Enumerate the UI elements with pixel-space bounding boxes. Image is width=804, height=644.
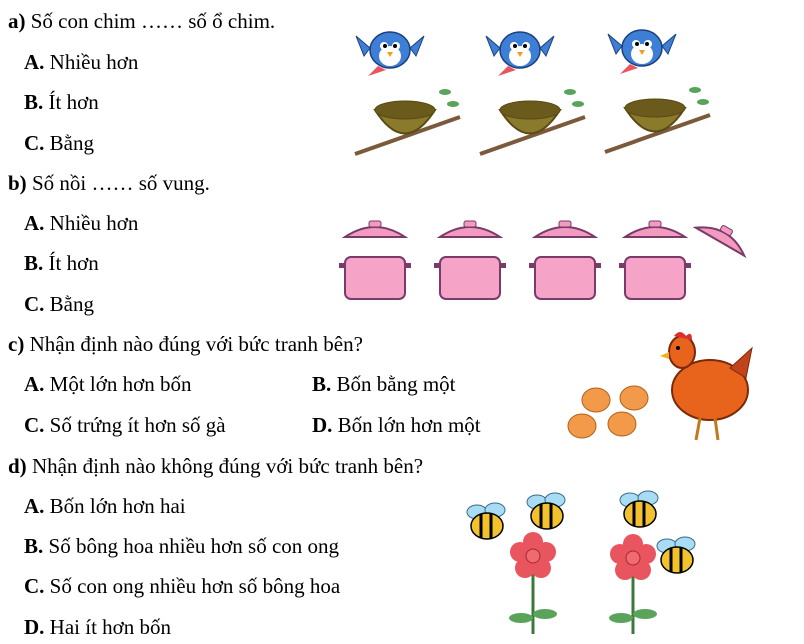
- option-label: C.: [24, 131, 45, 155]
- option-label: C.: [24, 574, 45, 598]
- question-label: b): [8, 171, 27, 195]
- option-d-D[interactable]: [24, 614, 171, 640]
- hen-icon: [660, 332, 752, 440]
- option-text: Ít hơn: [48, 90, 99, 114]
- option-text: Hai ít hơn bốn: [49, 615, 172, 639]
- bee-icon: [657, 537, 695, 573]
- option-a-A[interactable]: [24, 49, 138, 75]
- option-text: Bốn lớn hơn một: [337, 413, 481, 437]
- question-a: [8, 8, 275, 34]
- question-text: Nhận định nào không đúng với bức tranh bên?: [31, 454, 424, 478]
- option-c-D[interactable]: [312, 412, 481, 438]
- nest-icon: [355, 89, 460, 154]
- option-d-A[interactable]: [24, 493, 186, 519]
- question-label: c): [8, 332, 25, 356]
- option-text: Ít hơn: [48, 251, 99, 275]
- option-d-C[interactable]: [24, 573, 340, 599]
- option-b-B[interactable]: [24, 250, 99, 276]
- option-text: Số bông hoa nhiều hơn số con ong: [48, 534, 340, 558]
- lid-icon: [696, 214, 752, 256]
- option-label: D.: [24, 615, 45, 639]
- birds-nests-picture: [350, 10, 730, 160]
- option-text: Bằng: [49, 292, 94, 316]
- option-label: B.: [24, 534, 44, 558]
- bee-icon: [467, 503, 505, 539]
- option-label: D.: [312, 413, 333, 437]
- option-text: Một lớn hơn bốn: [49, 372, 192, 396]
- option-text: Số trứng ít hơn số gà: [49, 413, 226, 437]
- pot-icon: [339, 221, 411, 299]
- egg-icon: [568, 414, 596, 438]
- option-label: A.: [24, 50, 45, 74]
- option-label: C.: [24, 292, 45, 316]
- option-c-A[interactable]: [24, 371, 191, 397]
- bird-icon: [608, 30, 676, 74]
- option-d-B[interactable]: [24, 533, 339, 559]
- option-label: C.: [24, 413, 45, 437]
- question-label: a): [8, 9, 26, 33]
- option-text: Số con ong nhiều hơn số bông hoa: [49, 574, 341, 598]
- bees-flowers-picture: [455, 488, 705, 638]
- option-c-B[interactable]: [312, 371, 456, 397]
- egg-icon: [608, 412, 636, 436]
- question-c: [8, 331, 363, 357]
- option-c-C[interactable]: [24, 412, 226, 438]
- bee-icon: [527, 493, 565, 529]
- option-b-C[interactable]: [24, 291, 94, 317]
- egg-icon: [620, 386, 648, 410]
- pot-icon: [434, 221, 506, 299]
- flower-icon: [609, 534, 657, 634]
- bird-icon: [486, 32, 554, 76]
- option-text: Bằng: [49, 131, 94, 155]
- question-text: Nhận định nào đúng với bức tranh bên?: [29, 332, 363, 356]
- flower-icon: [509, 532, 557, 634]
- option-label: B.: [24, 251, 44, 275]
- option-text: Bốn bằng một: [336, 372, 456, 396]
- option-label: B.: [24, 90, 44, 114]
- option-text: Bốn lớn hơn hai: [49, 494, 186, 518]
- option-a-B[interactable]: [24, 89, 99, 115]
- option-text: Nhiều hơn: [49, 211, 139, 235]
- question-text: Số nồi …… số vung.: [31, 171, 210, 195]
- option-label: B.: [312, 372, 332, 396]
- pot-icon: [529, 221, 601, 299]
- question-label: d): [8, 454, 27, 478]
- egg-icon: [582, 388, 610, 412]
- option-label: A.: [24, 211, 45, 235]
- bee-icon: [620, 491, 658, 527]
- pot-icon: [619, 221, 691, 299]
- nest-icon: [605, 87, 710, 152]
- option-b-A[interactable]: [24, 210, 138, 236]
- question-text: Số con chim …… số ổ chim.: [30, 9, 276, 33]
- question-d: [8, 453, 423, 479]
- option-a-C[interactable]: [24, 130, 94, 156]
- bird-icon: [356, 32, 424, 76]
- question-b: [8, 170, 210, 196]
- nest-icon: [480, 89, 585, 154]
- option-text: Nhiều hơn: [49, 50, 139, 74]
- option-label: A.: [24, 372, 45, 396]
- pots-lids-picture: [330, 215, 760, 305]
- eggs-hen-picture: [560, 328, 760, 444]
- option-label: A.: [24, 494, 45, 518]
